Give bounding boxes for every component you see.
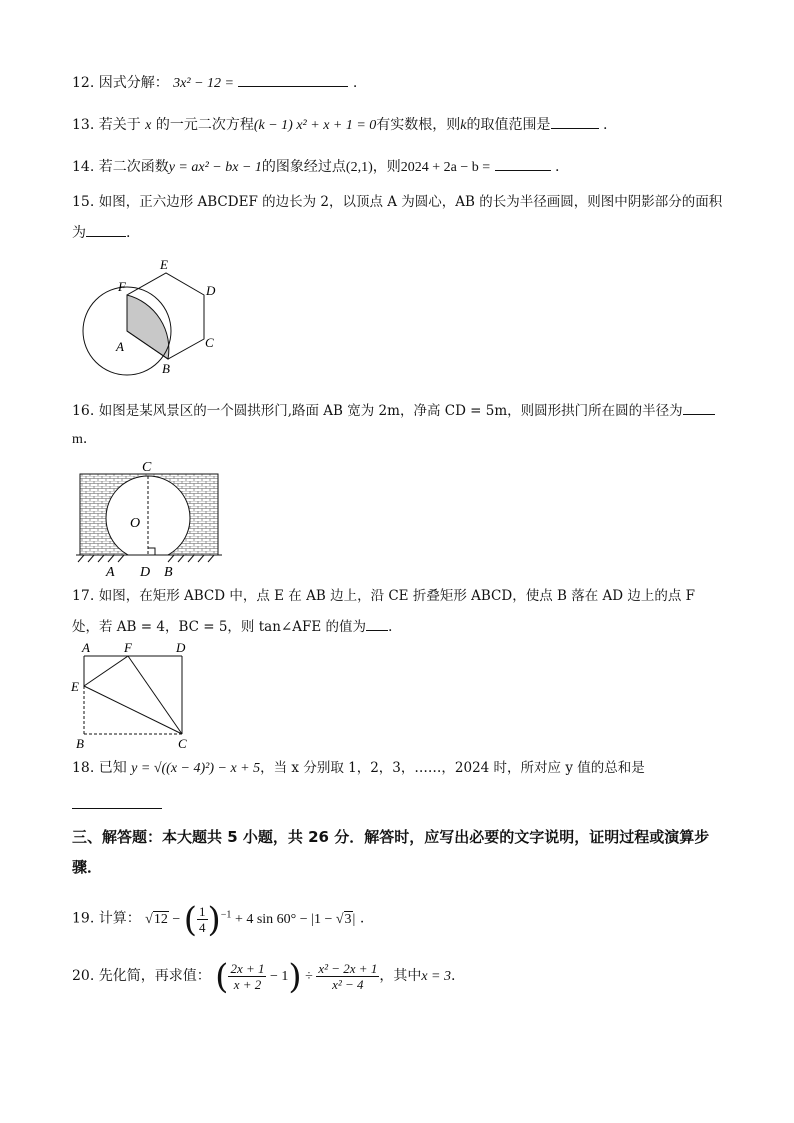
- label-O: O: [130, 516, 141, 531]
- label-B: B: [76, 736, 84, 751]
- label-D: D: [176, 640, 186, 655]
- math-expression: (k − 1) x² + x + 1 = 0: [253, 118, 377, 133]
- label-C: C: [205, 335, 214, 350]
- question-13: 13. 若关于 x 的一元二次方程(k − 1) x² + x + 1 = 0有实数根，则k的取值范围是 .: [72, 114, 607, 136]
- arch-door-figure: [74, 456, 226, 578]
- answer-blank[interactable]: [366, 616, 388, 631]
- question-15: 15. 如图，正六边形 ABCDEF 的边长为 2，以顶点 A 为圆心，AB 的长为半径画圆，则图中阴影部分的面积 为 .: [72, 194, 723, 241]
- answer-blank[interactable]: [238, 72, 348, 87]
- question-number: 13.: [72, 117, 95, 133]
- label-E: E: [160, 257, 168, 272]
- question-19: 19. 计算： √12 − ( $\frac{1}{4}$ )$^{-1}$ + 4 sin 60° − |1 − √3| .: [72, 899, 365, 940]
- answer-blank[interactable]: [86, 222, 126, 237]
- question-14: 14. 若二次函数y = ax² − bx − 1的图象经过点(2,1)，则2024 + 2a − b = .: [72, 156, 560, 178]
- math-expression: √12 − ( $\frac{1}{4}$ )$^{-1}$ + 4 sin 60° − |1 − √3|: [145, 899, 356, 940]
- label-C: C: [142, 460, 152, 475]
- label-D: D: [140, 565, 151, 578]
- answer-blank[interactable]: [495, 156, 551, 171]
- question-number: 18.: [72, 760, 95, 776]
- label-E: E: [71, 679, 79, 694]
- label-F: F: [118, 279, 126, 294]
- rectangle-fold-figure: [70, 640, 200, 752]
- question-number: 15.: [72, 194, 95, 210]
- answer-blank[interactable]: [551, 114, 599, 129]
- question-20: 20. 先化简，再求值： ( $\frac{2x + 1}{x + 2}$ − 1) ÷ $\frac{\text{x² − 2x + 1}}{\text{x² − 4}}$ ，其中x = 3.: [72, 956, 456, 997]
- question-number: 19.: [72, 910, 95, 927]
- question-number: 16.: [72, 403, 95, 419]
- section-3-heading: 三、解答题：本大题共 5 小题，共 26 分．解答时，应写出必要的文字说明，证明过程或演算步骤．: [72, 828, 710, 876]
- answer-blank-18[interactable]: [72, 794, 162, 809]
- label-B: B: [162, 361, 170, 376]
- label-D: D: [206, 283, 216, 298]
- math-expression: 3x² − 12 =: [173, 76, 234, 91]
- label-A: A: [116, 339, 124, 354]
- question-number: 12.: [72, 75, 95, 91]
- math-expression: ( $\frac{2x + 1}{x + 2}$ − 1) ÷ $\frac{\text{x² − 2x + 1}}{\text{x² − 4}}$: [215, 956, 378, 997]
- hexagon-circle-figure: [78, 255, 228, 385]
- question-18: 18. 已知 y = √((x − 4)²) − x + 5，当 x 分别取 1，2，3，……，2024 时，所对应 y 值的总和是: [72, 760, 645, 776]
- math-expression: 2024 + 2a − b =: [400, 160, 491, 175]
- math-expression: y = √((x − 4)²) − x + 5: [131, 761, 261, 776]
- question-17: 17. 如图，在矩形 ABCD 中，点 E 在 AB 边上，沿 CE 折叠矩形 ABCD，使点 B 落在 AD 边上的点 F 处，若 AB = 4，BC = 5，则 tan∠AFE 的值为 .: [72, 588, 696, 635]
- math-expression: y = ax² − bx − 1: [168, 160, 262, 175]
- question-number: 14.: [72, 159, 95, 175]
- label-A: A: [106, 565, 115, 578]
- question-12: 12. 因式分解： 3x² − 12 = .: [72, 72, 357, 94]
- question-number: 17.: [72, 588, 95, 604]
- label-C: C: [178, 736, 187, 751]
- question-16: 16. 如图是某风景区的一个圆拱形门,路面 AB 宽为 2m，净高 CD = 5m，则圆形拱门所在圆的半径为 m.: [72, 400, 732, 450]
- question-number: 20.: [72, 968, 95, 984]
- label-F: F: [124, 640, 132, 655]
- label-B: B: [164, 565, 173, 578]
- answer-blank[interactable]: [683, 400, 715, 415]
- label-A: A: [82, 640, 90, 655]
